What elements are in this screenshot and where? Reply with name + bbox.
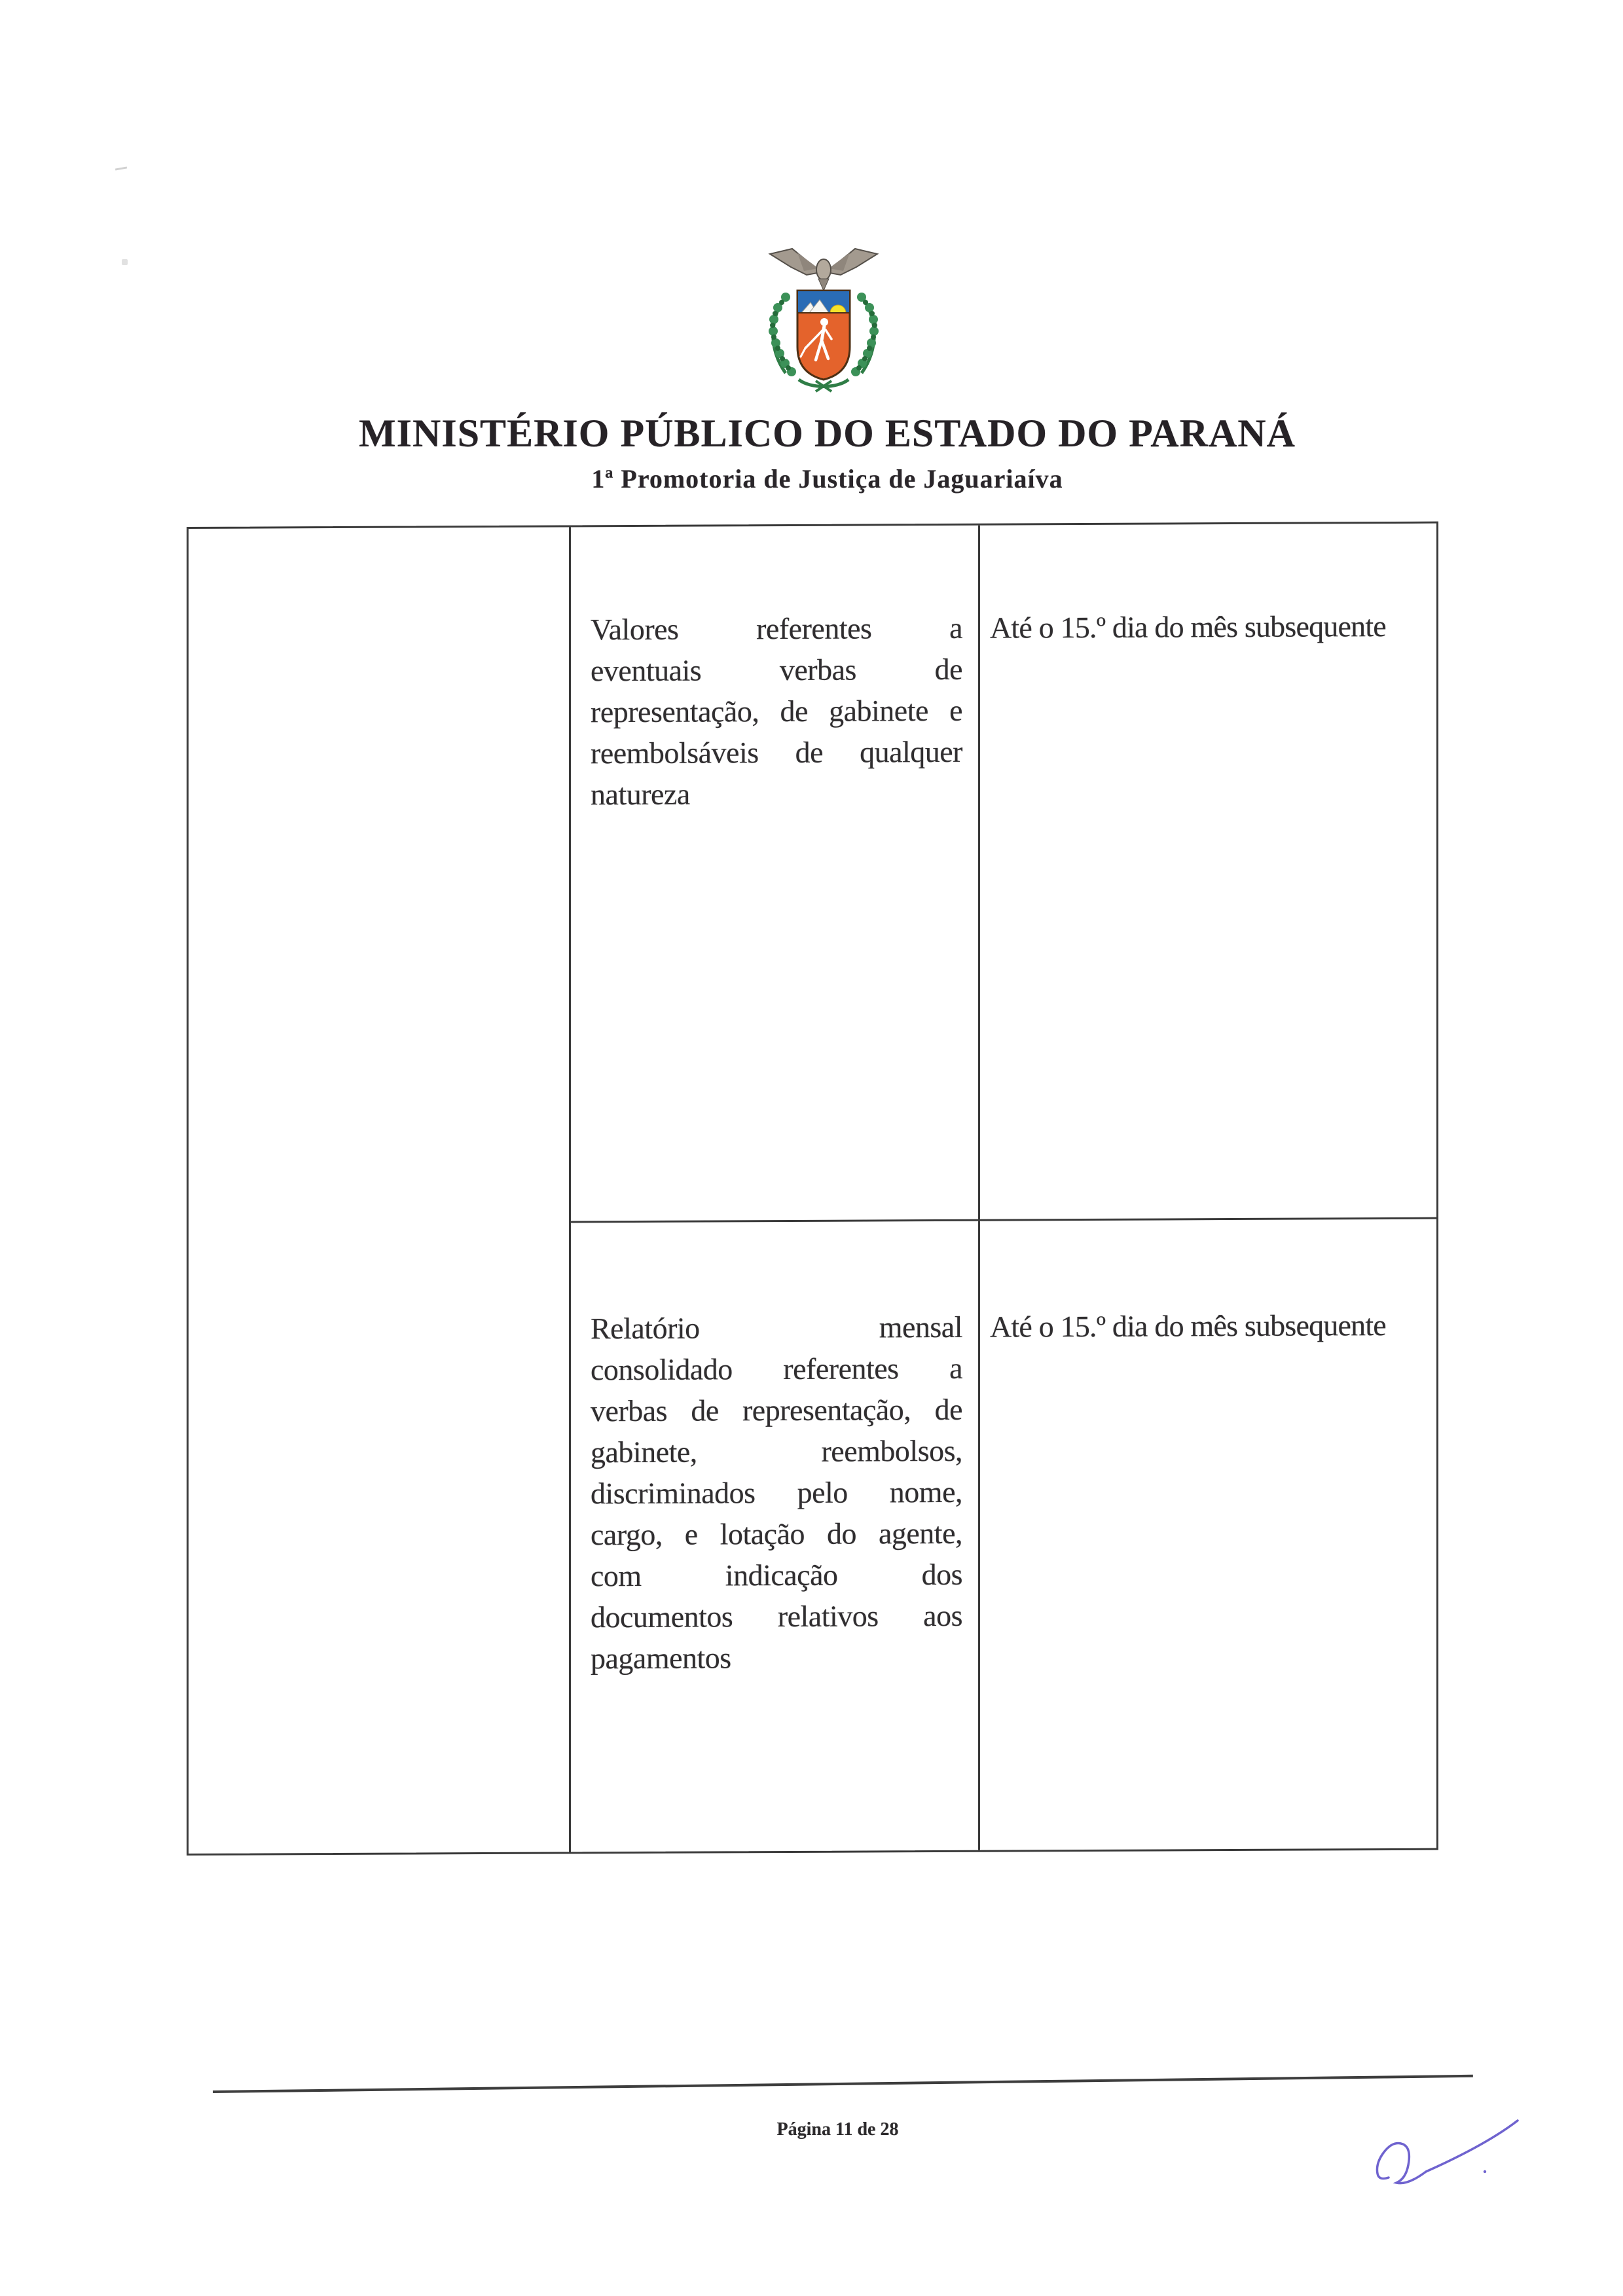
text-line: com indicação dos (591, 1557, 962, 1593)
deadline-text: Até o 15.º dia do mês subsequente (990, 1308, 1386, 1344)
text-line: cargo, e lotação do agente, (591, 1516, 962, 1552)
scan-artifact (115, 166, 127, 170)
text-line: Relatório mensal (591, 1310, 962, 1346)
deadline-text: Até o 15.º dia do mês subsequente (990, 609, 1386, 645)
table-cell-obligation-row1 (571, 526, 980, 1223)
table-cell-obligation-row2 (571, 1221, 980, 1852)
text-line: documentos relativos aos (591, 1598, 962, 1634)
handwritten-signature-icon (1359, 2111, 1535, 2196)
table-cell-category (189, 527, 571, 1854)
footer-divider (213, 2075, 1473, 2093)
table-cell-deadline-row2 (980, 1219, 1436, 1850)
page-subtitle: 1ª Promotoria de Justiça de Jaguariaíva (591, 464, 1063, 493)
shield (797, 291, 850, 380)
parana-coat-of-arms-icon (758, 245, 889, 402)
text-line: Valores referentes a (591, 611, 962, 647)
page-indicator: Página 11 de 28 (776, 2119, 899, 2140)
obligations-table (187, 522, 1438, 1856)
table-cell-deadline-row1 (980, 524, 1436, 1221)
falcon-icon (770, 249, 877, 291)
text-line: pagamentos (591, 1641, 731, 1676)
text-line: consolidado referentes a (591, 1351, 962, 1387)
text-line: gabinete, reembolsos, (591, 1433, 962, 1469)
text-line: representação, de gabinete e (591, 693, 962, 729)
text-line: eventuais verbas de (591, 652, 962, 688)
text-line: reembolsáveis de qualquer (591, 734, 962, 770)
scan-artifact (122, 259, 128, 265)
text-line: natureza (591, 777, 690, 812)
text-line: verbas de representação, de (591, 1392, 962, 1428)
text-line: discriminados pelo nome, (591, 1475, 962, 1511)
page-title: MINISTÉRIO PÚBLICO DO ESTADO DO PARANÁ (359, 412, 1296, 455)
